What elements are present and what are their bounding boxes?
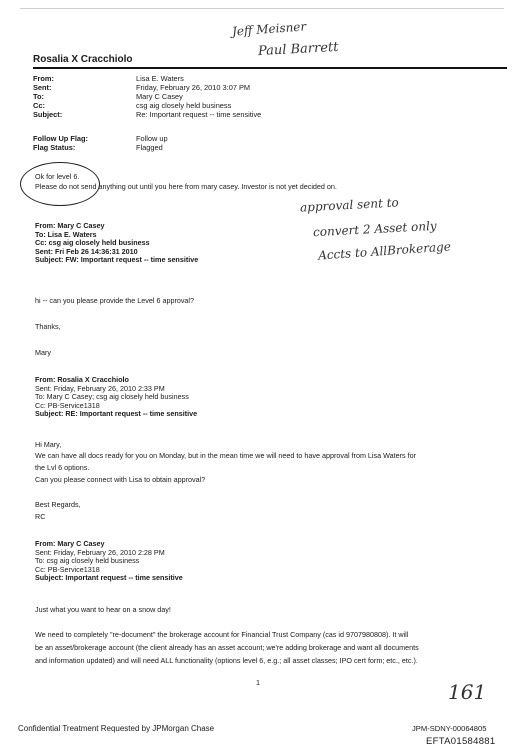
bates-number: JPM-SDNY-00064805 (412, 724, 487, 733)
subject-label: Subject: (33, 110, 63, 119)
message-2-header (35, 376, 197, 419)
m1-body-1: hi -- can you please provide the Level 6 approval? (35, 296, 195, 305)
flag-value: Follow up (136, 134, 168, 143)
m2-subject: Subject: RE: Important request -- time sensitive (35, 409, 198, 419)
m3-para-2b: be an asset/brokerage account (the client already has an asset account; we're adding brokerage and want all documents (35, 643, 419, 652)
handwritten-note-2: convert 2 Asset only (312, 218, 437, 240)
m2-greeting: Hi Mary, (35, 440, 62, 449)
m3-from: From: Mary C Casey (35, 539, 105, 548)
m1-to: To: Lisa E. Waters (35, 229, 97, 239)
sent-label: Sent: (33, 83, 52, 92)
m2-sent: Sent: Friday, February 26, 2010 2:33 PM (35, 383, 165, 393)
sent-value: Friday, February 26, 2010 3:07 PM (136, 83, 251, 92)
page-top-border (20, 8, 504, 9)
m1-sent: Sent: Fri Feb 26 14:36:31 2010 (35, 246, 138, 256)
m3-body-1: Just what you want to hear on a snow day! (35, 605, 171, 614)
from-value: Lisa E. Waters (136, 74, 184, 83)
status-label: Flag Status: (33, 143, 76, 152)
flag-label: Follow Up Flag: (33, 134, 89, 143)
to-value: Mary C Casey (136, 92, 183, 101)
m3-subject: Subject: Important request -- time sensitive (35, 573, 183, 583)
m2-para-1a: We can have all docs ready for you on Monday, but in the mean time we will need to have approval from Lisa Waters for (35, 451, 416, 460)
m1-subject: Subject: FW: Important request -- time sensitive (35, 255, 199, 265)
confidential-notice: Confidential Treatment Requested by JPMorgan Chase (18, 724, 215, 733)
m2-from: From: Rosalia X Cracchiolo (35, 375, 129, 384)
m2-para-1b: the Lvl 6 options. (35, 463, 90, 472)
email-header (33, 75, 503, 165)
m2-cc: Cc: PB-Service1318 (35, 400, 100, 410)
m2-to: To: Mary C Casey; csg aig closely held business (35, 392, 189, 402)
page-number: 1 (256, 678, 260, 687)
m3-para-2a: We need to completely "re-document" the brokerage account for Financial Trust Company (cas id 9707980808). It will (35, 630, 409, 639)
status-value: Flagged (136, 143, 163, 152)
subject-value: Re: Important request -- time sensitive (136, 110, 262, 119)
handwritten-note-3: Accts to AllBrokerage (317, 239, 452, 263)
m3-sent: Sent: Friday, February 26, 2010 2:28 PM (35, 547, 165, 557)
reply-line-1: Ok for level 6. (35, 172, 80, 181)
m1-cc: Cc: csg aig closely held business (35, 238, 150, 248)
m1-body-2: Thanks, (35, 322, 61, 331)
m2-sign-2: RC (35, 512, 46, 521)
m2-para-1c: Can you please connect with Lisa to obtain approval? (35, 475, 206, 484)
handwritten-name-1: Jeff Meisner (231, 19, 307, 39)
to-label: To: (33, 92, 44, 101)
efta-number: EFTA01584881 (426, 736, 496, 747)
sender-name: Rosalia X Cracchiolo (33, 54, 133, 65)
cc-label: Cc: (33, 101, 45, 110)
message-3-header (35, 540, 183, 583)
message-1-header (35, 222, 198, 265)
m2-sign-1: Best Regards, (35, 500, 81, 509)
handwritten-name-2: Paul Barrett (257, 39, 339, 60)
handwritten-note-1: approval sent to (299, 195, 400, 215)
cc-value: csg aig closely held business (136, 101, 232, 110)
from-label: From: (33, 74, 54, 83)
m1-body-3: Mary (35, 348, 51, 357)
header-rule (33, 67, 507, 69)
m3-para-2c: and information updated) and will need ALL functionality (options level 6, e.g.; all asset classes; IPO cert form; etc., etc.). (35, 656, 418, 665)
handwritten-page-mark: 161 (448, 680, 487, 704)
m3-to: To: csg aig closely held business (35, 556, 140, 566)
m3-cc: Cc: PB-Service1318 (35, 564, 100, 574)
reply-line-2: Please do not send anything out until you here from mary casey. Investor is not yet decided on. (35, 182, 337, 191)
m1-from: From: Mary C Casey (35, 221, 105, 230)
